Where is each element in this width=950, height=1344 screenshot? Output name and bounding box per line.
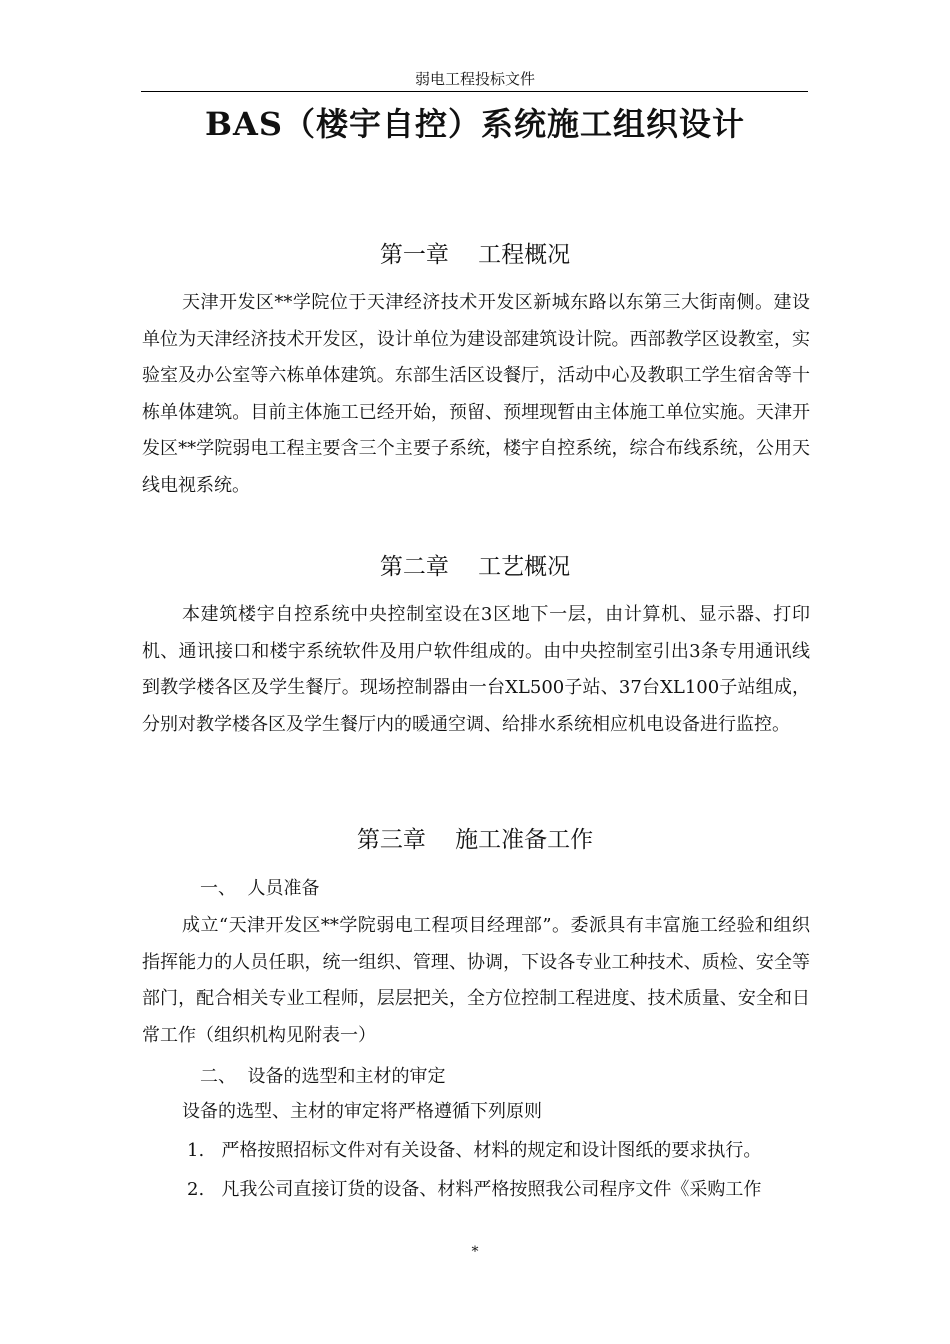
- header-text: 弱电工程投标文件: [414, 70, 535, 88]
- list-item: 1. 严格按照招标文件对有关设备、材料的规定和设计图纸的要求执行。: [187, 1140, 762, 1161]
- section-1-body: 成立“天津开发区**学院弱电工程项目经理部”。委派具有丰富施工经验和组织指挥能力的人员任职，统一组织、管理、协调，下设各专业工种技术、质检、安全等部门，配合相关专业工程师，层层把关，全方位控制工程进度、技术质量、安全和日常工作（组织机构见附表一）: [142, 915, 810, 1046]
- chapter-2-heading: 第二章 工艺概况: [379, 554, 571, 580]
- section-2-heading: 二、 设备的选型和主材的审定: [200, 1066, 446, 1087]
- chapter-2-body: 本建筑楼宇自控系统中央控制室设在3区地下一层，由计算机、显示器、打印机、通讯接口和楼宇系统软件及用户软件组成的。由中央控制室引出3条专用通讯线到教学楼各区及学生餐厅。现场控制器由一台XL500子站、37台XL100子站组成，分别对教学楼各区及学生餐厅内的暖通空调、给排水系统相应机电设备进行监控。: [142, 604, 810, 735]
- chapter-3-heading: 第三章 施工准备工作: [356, 827, 594, 853]
- section-2-intro: 设备的选型、主材的审定将严格遵循下列原则: [182, 1101, 542, 1122]
- section-1-heading: 一、 人员准备: [200, 878, 320, 899]
- page-footer-mark: *: [471, 1244, 479, 1260]
- document-title: BAS（楼宇自控）系统施工组织设计: [205, 105, 745, 143]
- chapter-1-body: 天津开发区**学院位于天津经济技术开发区新城东路以东第三大街南侧。建设单位为天津经济技术开发区，设计单位为建设部建筑设计院。西部教学区设教室，实验室及办公室等六栋单体建筑。东部生活区设餐厅，活动中心及教职工学生宿舍等十栋单体建筑。目前主体施工已经开始，预留、预埋现暂由主体施工单位实施。天津开发区**学院弱电工程主要含三个主要子系统，楼宇自控系统，综合布线系统，公用天线电视系统。: [142, 292, 810, 496]
- list-item: 2. 凡我公司直接订货的设备、材料严格按照我公司程序文件《采购工作: [187, 1179, 762, 1200]
- header-rule: [141, 91, 808, 92]
- chapter-1-heading: 第一章 工程概况: [379, 242, 571, 268]
